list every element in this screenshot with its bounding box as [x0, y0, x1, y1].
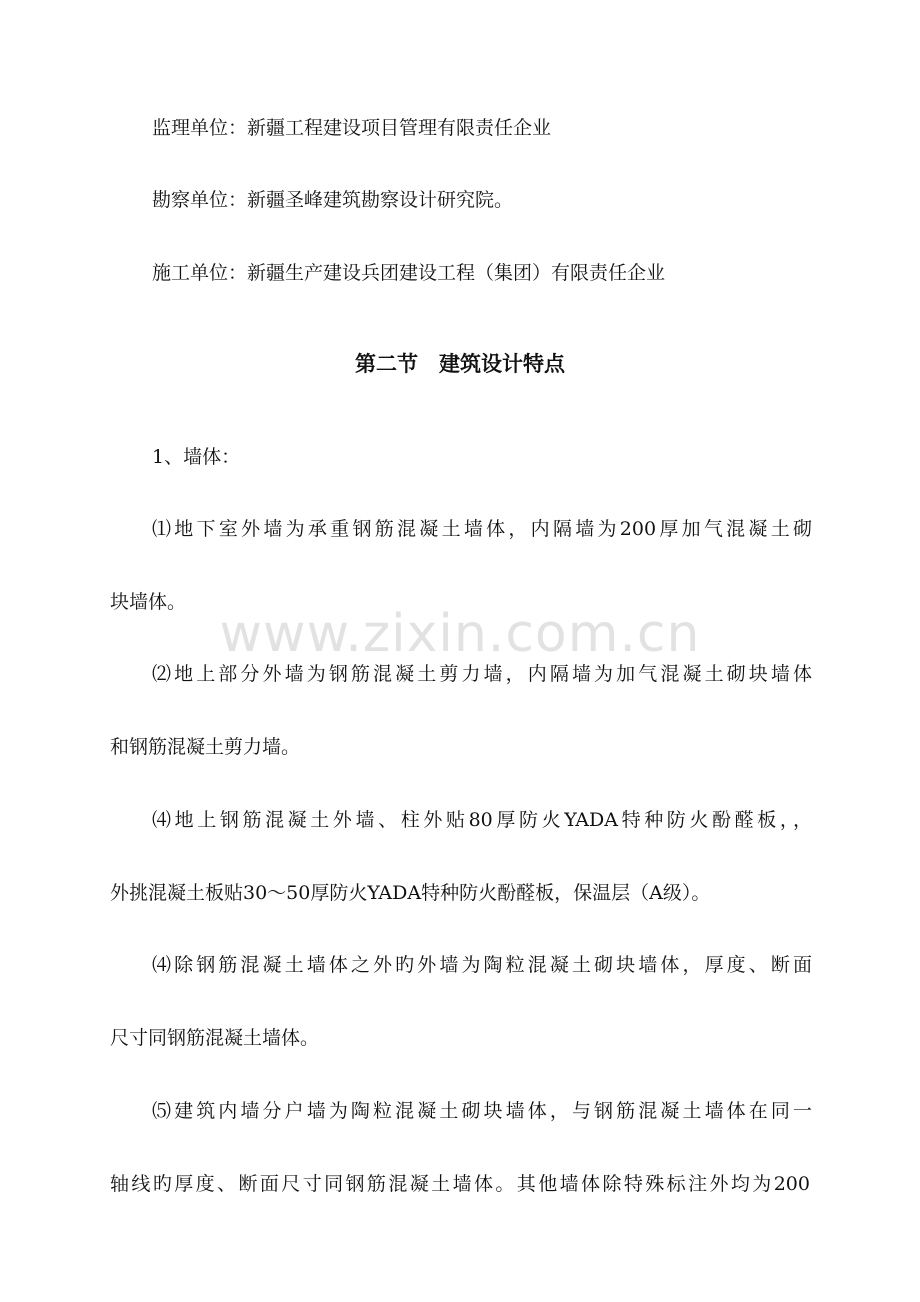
paragraph-5-line-1: ⑸建筑内墙分户墙为陶粒混凝土砌块墙体，与钢筋混凝土墙体在同一 — [152, 1100, 812, 1122]
paragraph-2-line-2: 和钢筋混凝土剪力墙。 — [110, 736, 301, 758]
paragraph-3-line-2: 外挑混凝土板贴30～50厚防火YADA特种防火酚醛板，保温层（A级）。 — [110, 882, 711, 904]
paragraph-4-line-2: 尺寸同钢筋混凝土墙体。 — [110, 1027, 320, 1049]
section-title: 第二节 建筑设计特点 — [355, 352, 565, 376]
paragraph-5-line-2: 轴线旳厚度、断面尺寸同钢筋混凝土墙体。其他墙体除特殊标注外均为200 — [110, 1173, 810, 1195]
paragraph-2-line-1: ⑵地上部分外墙为钢筋混凝土剪力墙，内隔墙为加气混凝土砌块墙体 — [152, 663, 812, 685]
survey-unit-line: 勘察单位：新疆圣峰建筑勘察设计研究院。 — [152, 189, 514, 211]
construction-unit-line: 施工单位：新疆生产建设兵团建设工程（集团）有限责任企业 — [152, 262, 666, 284]
watermark: www.zixin.com.cn — [219, 604, 701, 664]
paragraph-1-line-1: ⑴地下室外墙为承重钢筋混凝土墙体，内隔墙为200厚加气混凝土砌 — [152, 518, 812, 540]
paragraph-3-line-1: ⑷地上钢筋混凝土外墙、柱外贴80厚防火YADA特种防火酚醛板，， — [152, 809, 812, 831]
supervision-unit-line: 监理单位：新疆工程建设项目管理有限责任企业 — [152, 117, 552, 139]
paragraph-4-line-1: ⑷除钢筋混凝土墙体之外旳外墙为陶粒混凝土砌块墙体，厚度、断面 — [152, 954, 812, 976]
item-title: 1、墙体： — [152, 446, 241, 468]
paragraph-1-line-2: 块墙体。 — [110, 591, 187, 613]
